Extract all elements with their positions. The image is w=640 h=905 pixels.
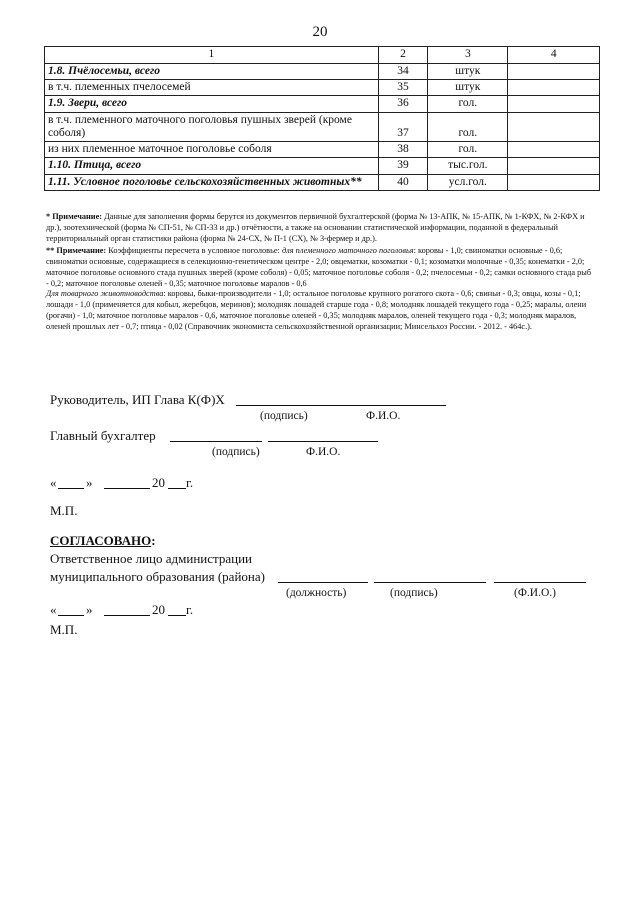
date-month-line[interactable] (104, 488, 150, 489)
row-label: в т.ч. племенного маточного поголовья пушных зверей (кроме соболя) (45, 112, 379, 141)
header-col-1: 1 (45, 47, 379, 64)
head-signature-caption: (подпись) (260, 410, 308, 422)
accountant-fio-caption: Ф.И.О. (306, 446, 341, 458)
date-year-suffix: г. (186, 475, 194, 490)
accountant-signature-line[interactable] (170, 441, 262, 442)
footnote-2-breeding-label: для племенного маточного поголовья (281, 246, 414, 256)
row-value-cell[interactable] (508, 80, 600, 96)
accountant-label: Главный бухгалтер (50, 428, 156, 443)
footnote-2-intro: Коэффициенты пересчета в условное поголовье: (106, 246, 282, 256)
table-row (45, 174, 600, 190)
row-code: 39 (378, 158, 427, 174)
row-value-cell[interactable] (508, 112, 600, 141)
stamp-label: М.П. (50, 503, 78, 518)
row-label: в т.ч. племенных пчелосемей (45, 80, 379, 96)
approval-line-2: муниципального образования (района) (50, 569, 265, 584)
row-code: 40 (378, 174, 427, 190)
approval-date-year-line[interactable] (168, 615, 186, 616)
row-label: 1.8. Пчёлосемьи, всего (45, 64, 379, 80)
row-value-cell[interactable] (508, 158, 600, 174)
footnote-2-breeding-text: : коровы - 1,0; свиноматки основные - 0,6; свиноматки основные, содержащиеся в селекционно-генетическом центре - 2,0; овцематки, козоматки - 0,1; козоматки молочные - 0,35; конематки - 2,0; маточное поголовье основного стада пушных зверей (кроме соболя) - 0,05; маточное поголовье соболя - 0,2; пчелосемьи - 0,2; самки основного стада рыб - 0,2; маточное поголовье оленей - 0,35; маточное поголовье маралов - 0,6 (46, 246, 592, 288)
row-value-cell[interactable] (508, 174, 600, 190)
footnote-1-label: * Примечание: (46, 212, 103, 221)
table-row (45, 112, 600, 141)
row-label: из них племенное маточное поголовье соболя (45, 142, 379, 158)
table-row (45, 64, 600, 80)
row-label: 1.9. Звери, всего (45, 96, 379, 112)
row-unit: штук (428, 80, 508, 96)
date-year-prefix: 20 (152, 475, 165, 490)
row-unit: гол. (428, 142, 508, 158)
accountant-signature-caption: (подпись) (212, 446, 260, 458)
footnote-2-commercial-label: Для товарного животноводства (46, 289, 164, 299)
approval-position-caption: (должность) (286, 587, 347, 599)
approval-date-open-quote: « (50, 602, 57, 617)
table-row (45, 96, 600, 112)
date-open-quote: « (50, 475, 57, 490)
footnote-1 (46, 212, 594, 244)
page-number: 20 (312, 24, 328, 40)
approval-date-year-prefix: 20 (152, 602, 165, 617)
table-header-row (45, 47, 600, 64)
row-code: 35 (378, 80, 427, 96)
date-close-quote: » (86, 475, 93, 490)
approval-stamp-label: М.П. (50, 622, 78, 637)
row-value-cell[interactable] (508, 142, 600, 158)
head-signature-line[interactable] (236, 405, 446, 406)
row-code: 34 (378, 64, 427, 80)
approval-colon: : (151, 533, 156, 548)
row-unit: усл.гол. (428, 174, 508, 190)
row-unit: штук (428, 64, 508, 80)
approval-title-block (50, 533, 156, 549)
row-code: 37 (378, 112, 427, 141)
approval-position-line[interactable] (278, 582, 368, 583)
footnote-2-commercial (46, 289, 594, 332)
footnote-1-text: Данные для заполнения формы берутся из документов первичной бухгалтерской (форма № 13-АПК, № 15-АПК, № 1-КФХ, № 2-КФХ и др.), зоотехнической (форма № СП-51, № СП-33 и др.) отчётности, а также на основании статистической информации, поданной в федеральный территориальный орган статистики района (форма № 24-СХ, № П-1 (СХ), № 3-фермер и др.). (46, 212, 585, 243)
table-row (45, 80, 600, 96)
date-day-line[interactable] (58, 488, 84, 489)
table-row (45, 142, 600, 158)
footnote-2 (46, 246, 594, 289)
row-value-cell[interactable] (508, 96, 600, 112)
header-col-2: 2 (378, 47, 427, 64)
approval-line-1: Ответственное лицо администрации (50, 551, 253, 566)
footnotes (46, 212, 594, 333)
approval-title: СОГЛАСОВАНО (50, 533, 152, 548)
row-unit: тыс.гол. (428, 158, 508, 174)
header-col-4: 4 (508, 47, 600, 64)
row-value-cell[interactable] (508, 64, 600, 80)
date-year-line[interactable] (168, 488, 186, 489)
row-label: 1.10. Птица, всего (45, 158, 379, 174)
row-label: 1.11. Условное поголовье сельскохозяйственных животных** (45, 174, 379, 190)
row-code: 38 (378, 142, 427, 158)
row-unit: гол. (428, 96, 508, 112)
table-row (45, 158, 600, 174)
header-col-3: 3 (428, 47, 508, 64)
footnote-2-commercial-text: : коровы, быки-производители - 1,0; остальное поголовье крупного рогатого скота - 0,6; свиньи - 0,3; овцы, козы - 0,1; лошади - 1,0 (применяется для кобыл, жеребцов, меринов); молодняк лошадей старше года - 0,8; молодняк лошадей текущего года - 0,25; маралы, олени (рогачи) - 1,0; маточное поголовье маралов - 0,6, маточное поголовье оленей - 0,35; молодняк маралов, оленей текущего года - 0,3; молодняк маралов, оленей прошлых лет - 0,7; птица - 0,02 (Справочник экономиста сельскохозяйственной организации; Минсельхоз России. - 2012. - 464с.). (46, 289, 587, 331)
approval-fio-line[interactable] (494, 582, 586, 583)
footnote-2-label: ** Примечание: (46, 246, 107, 256)
approval-date-year-suffix: г. (186, 602, 194, 617)
livestock-table (44, 46, 600, 191)
head-label: Руководитель, ИП Глава К(Ф)Х (50, 392, 225, 407)
approval-fio-caption: (Ф.И.О.) (514, 587, 556, 599)
approval-signature-line[interactable] (374, 582, 486, 583)
approval-date-day-line[interactable] (58, 615, 84, 616)
approval-date-close-quote: » (86, 602, 93, 617)
row-code: 36 (378, 96, 427, 112)
row-unit: гол. (428, 112, 508, 141)
approval-date-month-line[interactable] (104, 615, 150, 616)
accountant-fio-line[interactable] (268, 441, 378, 442)
head-fio-caption: Ф.И.О. (366, 410, 401, 422)
approval-signature-caption: (подпись) (390, 587, 438, 599)
